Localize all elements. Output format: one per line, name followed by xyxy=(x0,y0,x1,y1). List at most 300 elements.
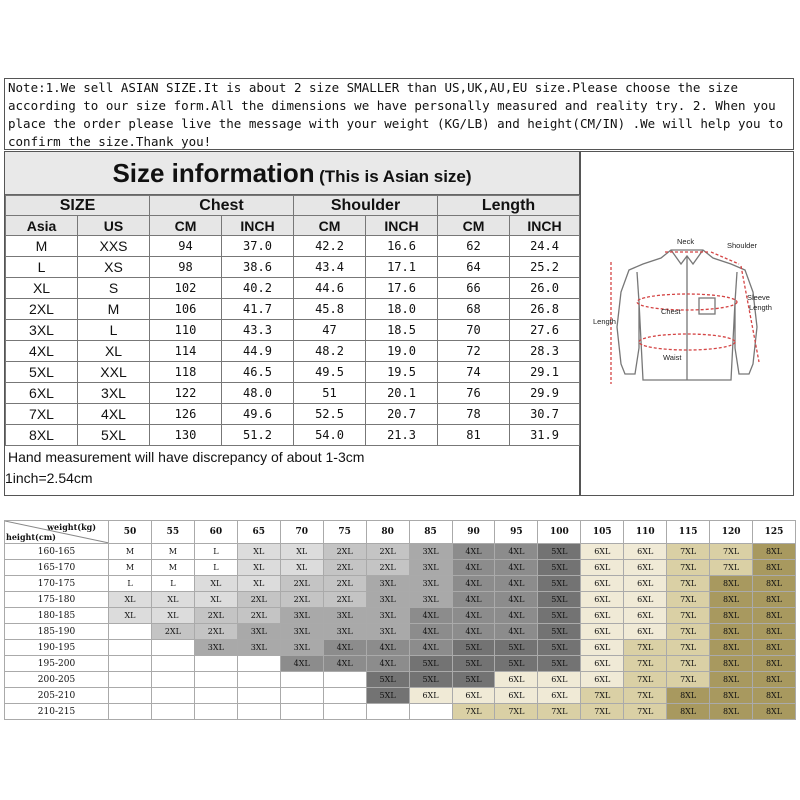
size-cell: 68 xyxy=(438,299,510,320)
size-cell: 64 xyxy=(438,257,510,278)
chest-group-header: Chest xyxy=(150,196,294,216)
grid-cell: 7XL xyxy=(667,576,710,592)
size-cell: S xyxy=(78,278,150,299)
grid-cell: 4XL xyxy=(495,544,538,560)
grid-cell xyxy=(194,656,237,672)
size-cell: 51.2 xyxy=(222,425,294,446)
grid-cell: 2XL xyxy=(323,560,366,576)
grid-cell xyxy=(323,704,366,720)
grid-cell: XL xyxy=(237,560,280,576)
grid-cell: 8XL xyxy=(753,640,796,656)
grid-cell: 5XL xyxy=(452,640,495,656)
grid-row xyxy=(5,576,796,592)
grid-cell: M xyxy=(109,560,152,576)
size-row xyxy=(6,383,580,404)
grid-cell: 6XL xyxy=(624,544,667,560)
size-cell: 17.6 xyxy=(366,278,438,299)
size-cell: 6XL xyxy=(6,383,78,404)
grid-cell: 3XL xyxy=(280,624,323,640)
size-cell: M xyxy=(6,236,78,257)
grid-cell: 8XL xyxy=(753,592,796,608)
size-row xyxy=(6,362,580,383)
grid-cell: 5XL xyxy=(495,640,538,656)
grid-cell: 4XL xyxy=(452,608,495,624)
size-cell: 42.2 xyxy=(294,236,366,257)
height-header: 175-180 xyxy=(5,592,109,608)
size-cell: 19.0 xyxy=(366,341,438,362)
size-cell: 66 xyxy=(438,278,510,299)
size-row xyxy=(6,257,580,278)
grid-row xyxy=(5,560,796,576)
weight-header: 95 xyxy=(495,521,538,544)
grid-cell: 5XL xyxy=(538,656,581,672)
grid-cell xyxy=(323,688,366,704)
size-cell: XXL xyxy=(78,362,150,383)
grid-cell: 2XL xyxy=(194,624,237,640)
size-cell: 26.0 xyxy=(510,278,580,299)
grid-cell: 7XL xyxy=(624,656,667,672)
size-cell: 38.6 xyxy=(222,257,294,278)
grid-cell: 3XL xyxy=(366,592,409,608)
size-row xyxy=(6,404,580,425)
weight-header: 125 xyxy=(753,521,796,544)
weight-header: 65 xyxy=(237,521,280,544)
size-cell: 76 xyxy=(438,383,510,404)
grid-cell: 8XL xyxy=(710,624,753,640)
size-row xyxy=(6,236,580,257)
grid-cell: 6XL xyxy=(581,640,624,656)
grid-cell: 6XL xyxy=(581,592,624,608)
grid-cell: 4XL xyxy=(452,544,495,560)
grid-cell xyxy=(109,624,152,640)
height-header: 170-175 xyxy=(5,576,109,592)
grid-cell: 2XL xyxy=(323,544,366,560)
size-cell: 48.2 xyxy=(294,341,366,362)
grid-cell xyxy=(194,704,237,720)
size-cell: 74 xyxy=(438,362,510,383)
height-header: 190-195 xyxy=(5,640,109,656)
grid-cell: 8XL xyxy=(753,576,796,592)
size-cell: 30.7 xyxy=(510,404,580,425)
grid-cell xyxy=(109,640,152,656)
grid-cell: 7XL xyxy=(667,544,710,560)
grid-cell: 5XL xyxy=(409,656,452,672)
grid-cell: XL xyxy=(194,576,237,592)
size-cell: 48.0 xyxy=(222,383,294,404)
grid-cell: 4XL xyxy=(452,560,495,576)
grid-cell: 7XL xyxy=(581,704,624,720)
grid-cell: XL xyxy=(151,608,194,624)
size-cell: 114 xyxy=(150,341,222,362)
size-group-header: SIZE xyxy=(6,196,150,216)
size-cell: 21.3 xyxy=(366,425,438,446)
grid-cell: 6XL xyxy=(581,608,624,624)
grid-cell: 2XL xyxy=(323,592,366,608)
grid-cell: 8XL xyxy=(710,592,753,608)
grid-cell: 8XL xyxy=(710,576,753,592)
grid-cell: 2XL xyxy=(323,576,366,592)
grid-row xyxy=(5,608,796,624)
grid-cell: XL xyxy=(280,544,323,560)
grid-cell: 8XL xyxy=(710,688,753,704)
size-cell: 3XL xyxy=(6,320,78,341)
grid-cell: 4XL xyxy=(495,608,538,624)
grid-cell: 3XL xyxy=(194,640,237,656)
size-cell: 3XL xyxy=(78,383,150,404)
weight-header: 70 xyxy=(280,521,323,544)
grid-row xyxy=(5,672,796,688)
grid-cell: 6XL xyxy=(581,624,624,640)
grid-row xyxy=(5,640,796,656)
grid-cell: 7XL xyxy=(667,560,710,576)
grid-cell: 6XL xyxy=(581,672,624,688)
grid-cell: 5XL xyxy=(538,560,581,576)
grid-cell: 4XL xyxy=(495,624,538,640)
grid-cell: 4XL xyxy=(495,560,538,576)
grid-cell xyxy=(109,688,152,704)
size-row xyxy=(6,341,580,362)
grid-cell xyxy=(109,704,152,720)
grid-cell: 5XL xyxy=(495,656,538,672)
grid-cell: XL xyxy=(237,576,280,592)
grid-cell: 4XL xyxy=(495,576,538,592)
grid-cell: 8XL xyxy=(667,688,710,704)
column-header: CM xyxy=(294,216,366,236)
size-cell: 51 xyxy=(294,383,366,404)
grid-cell xyxy=(280,704,323,720)
grid-cell: 8XL xyxy=(753,624,796,640)
grid-cell: XL xyxy=(194,592,237,608)
size-cell: 5XL xyxy=(78,425,150,446)
grid-cell: 5XL xyxy=(538,576,581,592)
neck-label: Neck xyxy=(677,237,695,246)
grid-corner-header xyxy=(5,521,109,544)
size-cell: 29.9 xyxy=(510,383,580,404)
grid-cell: 4XL xyxy=(495,592,538,608)
grid-cell: 5XL xyxy=(538,624,581,640)
measurement-footnote: Hand measurement will have discrepancy of about 1-3cm xyxy=(8,449,365,465)
size-cell: 98 xyxy=(150,257,222,278)
waist-label: Waist xyxy=(663,353,682,362)
grid-cell xyxy=(237,656,280,672)
grid-cell: 5XL xyxy=(538,592,581,608)
grid-cell: 7XL xyxy=(667,656,710,672)
weight-header: 115 xyxy=(667,521,710,544)
grid-cell: XL xyxy=(109,608,152,624)
grid-cell: 7XL xyxy=(710,560,753,576)
size-information-title xyxy=(5,152,579,195)
chest-label: Chest xyxy=(661,307,681,316)
grid-cell: 6XL xyxy=(495,672,538,688)
size-cell: M xyxy=(78,299,150,320)
grid-cell: 8XL xyxy=(753,704,796,720)
grid-cell: 7XL xyxy=(667,592,710,608)
grid-cell: 7XL xyxy=(538,704,581,720)
grid-cell xyxy=(151,672,194,688)
grid-cell: 3XL xyxy=(323,608,366,624)
grid-row xyxy=(5,544,796,560)
weight-header: 120 xyxy=(710,521,753,544)
grid-cell: 7XL xyxy=(710,544,753,560)
size-cell: 2XL xyxy=(6,299,78,320)
grid-cell: 7XL xyxy=(624,672,667,688)
grid-cell: 2XL xyxy=(237,592,280,608)
grid-row xyxy=(5,704,796,720)
size-cell: 78 xyxy=(438,404,510,425)
size-information-panel xyxy=(4,151,580,496)
size-cell: 4XL xyxy=(6,341,78,362)
grid-cell: 6XL xyxy=(495,688,538,704)
height-header: 195-200 xyxy=(5,656,109,672)
size-cell: 49.5 xyxy=(294,362,366,383)
size-cell: 110 xyxy=(150,320,222,341)
grid-cell: 8XL xyxy=(710,672,753,688)
grid-cell xyxy=(323,672,366,688)
size-cell: 16.6 xyxy=(366,236,438,257)
size-cell: 37.0 xyxy=(222,236,294,257)
grid-cell xyxy=(280,672,323,688)
grid-cell: 6XL xyxy=(581,544,624,560)
grid-cell: 6XL xyxy=(452,688,495,704)
grid-cell: 4XL xyxy=(323,656,366,672)
size-cell: XL xyxy=(78,341,150,362)
grid-cell xyxy=(280,688,323,704)
size-cell: 72 xyxy=(438,341,510,362)
grid-row xyxy=(5,656,796,672)
grid-cell xyxy=(237,688,280,704)
grid-cell xyxy=(194,672,237,688)
size-table xyxy=(5,195,580,446)
weight-header: 50 xyxy=(109,521,152,544)
size-cell: XL xyxy=(6,278,78,299)
weight-header: 55 xyxy=(151,521,194,544)
size-cell: 49.6 xyxy=(222,404,294,425)
size-cell: 45.8 xyxy=(294,299,366,320)
grid-cell: 6XL xyxy=(581,576,624,592)
size-cell: 62 xyxy=(438,236,510,257)
grid-cell: 6XL xyxy=(624,608,667,624)
size-cell: 94 xyxy=(150,236,222,257)
height-header: 185-190 xyxy=(5,624,109,640)
grid-cell: 2XL xyxy=(280,592,323,608)
shirt-measurement-diagram xyxy=(580,151,794,496)
grid-cell: 5XL xyxy=(366,672,409,688)
grid-cell: 5XL xyxy=(538,608,581,624)
grid-cell: 3XL xyxy=(409,592,452,608)
grid-cell: 6XL xyxy=(538,672,581,688)
size-cell: 122 xyxy=(150,383,222,404)
grid-cell: 3XL xyxy=(280,608,323,624)
size-cell: L xyxy=(78,320,150,341)
weight-header: 85 xyxy=(409,521,452,544)
grid-cell xyxy=(109,672,152,688)
grid-cell: 6XL xyxy=(409,688,452,704)
grid-cell: 4XL xyxy=(280,656,323,672)
grid-cell: M xyxy=(151,560,194,576)
grid-cell xyxy=(151,640,194,656)
height-axis-label: height(cm) xyxy=(6,532,56,542)
size-cell: XS xyxy=(78,257,150,278)
grid-row xyxy=(5,688,796,704)
size-cell: 19.5 xyxy=(366,362,438,383)
grid-cell: 5XL xyxy=(452,672,495,688)
grid-cell xyxy=(151,704,194,720)
size-row xyxy=(6,320,580,341)
grid-cell xyxy=(151,688,194,704)
size-cell: 40.2 xyxy=(222,278,294,299)
size-cell: 28.3 xyxy=(510,341,580,362)
size-cell: 44.6 xyxy=(294,278,366,299)
grid-cell: 2XL xyxy=(366,560,409,576)
grid-cell xyxy=(237,704,280,720)
size-cell: 4XL xyxy=(78,404,150,425)
size-cell: 41.7 xyxy=(222,299,294,320)
grid-cell: 2XL xyxy=(237,608,280,624)
grid-cell: 3XL xyxy=(366,624,409,640)
grid-cell: 4XL xyxy=(409,640,452,656)
grid-cell: 7XL xyxy=(624,704,667,720)
grid-cell: 3XL xyxy=(237,640,280,656)
weight-header: 110 xyxy=(624,521,667,544)
size-cell: 5XL xyxy=(6,362,78,383)
grid-cell: 7XL xyxy=(495,704,538,720)
size-cell: 130 xyxy=(150,425,222,446)
size-cell: 106 xyxy=(150,299,222,320)
grid-cell: 2XL xyxy=(151,624,194,640)
grid-cell: 8XL xyxy=(667,704,710,720)
grid-cell: XL xyxy=(109,592,152,608)
size-cell: 31.9 xyxy=(510,425,580,446)
grid-cell: 3XL xyxy=(366,608,409,624)
grid-cell xyxy=(194,688,237,704)
grid-cell: 4XL xyxy=(409,608,452,624)
column-header: Asia xyxy=(6,216,78,236)
grid-cell: XL xyxy=(237,544,280,560)
grid-cell: L xyxy=(109,576,152,592)
size-cell: 46.5 xyxy=(222,362,294,383)
height-header: 180-185 xyxy=(5,608,109,624)
grid-cell: 8XL xyxy=(753,560,796,576)
size-cell: 43.4 xyxy=(294,257,366,278)
size-title-sub: (This is Asian size) xyxy=(319,167,472,186)
weight-header: 100 xyxy=(538,521,581,544)
size-cell: 29.1 xyxy=(510,362,580,383)
height-header: 160-165 xyxy=(5,544,109,560)
size-cell: 43.3 xyxy=(222,320,294,341)
size-cell: 27.6 xyxy=(510,320,580,341)
grid-cell: 8XL xyxy=(753,608,796,624)
grid-cell: 4XL xyxy=(323,640,366,656)
grid-cell: L xyxy=(194,544,237,560)
height-header: 205-210 xyxy=(5,688,109,704)
height-header: 200-205 xyxy=(5,672,109,688)
weight-axis-label: weight(kg) xyxy=(47,522,96,532)
weight-header: 75 xyxy=(323,521,366,544)
shoulder-label: Shoulder xyxy=(727,241,758,250)
grid-cell: 5XL xyxy=(538,640,581,656)
column-header: CM xyxy=(150,216,222,236)
column-header: INCH xyxy=(366,216,438,236)
grid-cell: 2XL xyxy=(280,576,323,592)
grid-cell: M xyxy=(151,544,194,560)
size-cell: 24.4 xyxy=(510,236,580,257)
grid-cell: 5XL xyxy=(452,656,495,672)
size-row xyxy=(6,425,580,446)
weight-header: 90 xyxy=(452,521,495,544)
grid-cell: 7XL xyxy=(581,688,624,704)
size-cell: XXS xyxy=(78,236,150,257)
shirt-outline xyxy=(617,250,757,380)
size-cell: 18.5 xyxy=(366,320,438,341)
size-cell: 26.8 xyxy=(510,299,580,320)
column-header: US xyxy=(78,216,150,236)
grid-cell xyxy=(366,704,409,720)
grid-cell: 3XL xyxy=(323,624,366,640)
grid-cell: M xyxy=(109,544,152,560)
size-cell: 7XL xyxy=(6,404,78,425)
grid-cell: XL xyxy=(151,592,194,608)
grid-cell: 3XL xyxy=(409,544,452,560)
measurement-lines xyxy=(611,252,759,384)
grid-row xyxy=(5,592,796,608)
grid-cell: 6XL xyxy=(624,576,667,592)
size-cell: 70 xyxy=(438,320,510,341)
grid-cell: 4XL xyxy=(366,640,409,656)
grid-cell: 2XL xyxy=(194,608,237,624)
grid-cell: 7XL xyxy=(667,624,710,640)
grid-cell: 8XL xyxy=(710,608,753,624)
weight-height-size-grid xyxy=(4,520,796,720)
grid-cell: 4XL xyxy=(366,656,409,672)
length-label: Length xyxy=(593,317,616,326)
grid-cell: 6XL xyxy=(624,624,667,640)
grid-cell: XL xyxy=(280,560,323,576)
size-cell: 81 xyxy=(438,425,510,446)
height-header: 210-215 xyxy=(5,704,109,720)
grid-cell: 8XL xyxy=(710,656,753,672)
column-header: INCH xyxy=(222,216,294,236)
grid-cell: 8XL xyxy=(710,704,753,720)
column-header: CM xyxy=(438,216,510,236)
grid-row xyxy=(5,624,796,640)
grid-cell: 7XL xyxy=(624,640,667,656)
grid-cell: 5XL xyxy=(409,672,452,688)
grid-cell: 4XL xyxy=(452,592,495,608)
weight-header: 60 xyxy=(194,521,237,544)
grid-cell: 2XL xyxy=(366,544,409,560)
grid-cell: L xyxy=(194,560,237,576)
grid-cell: 3XL xyxy=(366,576,409,592)
size-cell: 20.7 xyxy=(366,404,438,425)
column-header: INCH xyxy=(510,216,580,236)
size-cell: 25.2 xyxy=(510,257,580,278)
height-header: 165-170 xyxy=(5,560,109,576)
grid-cell: 8XL xyxy=(710,640,753,656)
grid-cell: 6XL xyxy=(581,560,624,576)
grid-cell xyxy=(237,672,280,688)
grid-cell: 6XL xyxy=(581,656,624,672)
size-title-main: Size information xyxy=(112,158,315,188)
weight-header: 105 xyxy=(581,521,624,544)
grid-cell: 8XL xyxy=(753,672,796,688)
size-cell: 17.1 xyxy=(366,257,438,278)
size-cell: 118 xyxy=(150,362,222,383)
grid-cell: 6XL xyxy=(538,688,581,704)
grid-cell xyxy=(109,656,152,672)
size-cell: 102 xyxy=(150,278,222,299)
size-cell: 126 xyxy=(150,404,222,425)
grid-cell: 4XL xyxy=(452,624,495,640)
